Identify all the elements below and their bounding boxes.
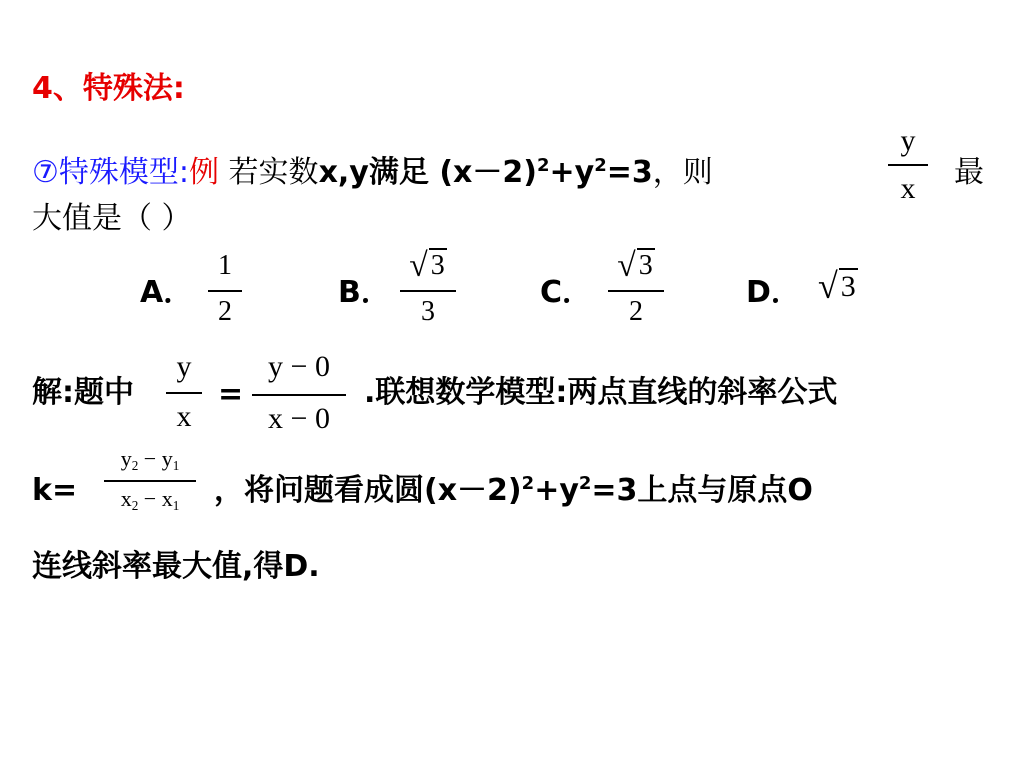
solution-line-3: 连线斜率最大值,得D.: [32, 549, 320, 584]
fraction-y-over-x: [888, 124, 928, 210]
circle-number: ⑦: [32, 155, 59, 190]
option-b-radicand: 3: [430, 250, 445, 281]
exp-2: 2: [594, 155, 607, 176]
solution-f1-numerator: y: [176, 350, 192, 383]
problem-eq3: =3: [606, 155, 653, 190]
section-heading: [32, 72, 185, 106]
slope-x2: x: [120, 486, 132, 511]
problem-plus-y: +y: [549, 155, 595, 190]
fraction-denominator: x: [900, 172, 916, 205]
slope-y2-sub: 2: [131, 458, 139, 473]
heading-text: 特殊法:: [82, 71, 185, 106]
slope-bar: [104, 480, 196, 482]
solution-f2-bar: [252, 394, 346, 396]
slope-y1-sub: 1: [172, 458, 180, 473]
solution-line-2: [214, 474, 813, 508]
option-c-fraction: [608, 248, 664, 334]
fraction-numerator: y: [900, 124, 916, 157]
slope-y2: y: [120, 446, 132, 471]
problem-cond: 满足 (x－2): [368, 155, 537, 190]
option-a-label: A．: [140, 275, 194, 310]
fraction-bar: [888, 164, 928, 166]
solution-f2-numerator: y − 0: [268, 350, 330, 383]
option-a-denominator: 2: [218, 296, 232, 327]
option-c-radicand: 3: [638, 250, 653, 281]
option-b-numerator: √ 3: [409, 247, 445, 284]
option-b-bar: [400, 290, 456, 292]
exp-1: 2: [536, 155, 550, 176]
heading-sep: 、: [52, 71, 83, 106]
problem-vars: x,y: [318, 155, 369, 190]
solution-f1-denominator: x: [176, 400, 192, 433]
slope-denominator: [104, 486, 196, 514]
problem-tail: 最: [954, 155, 984, 190]
problem-lead: 若实数: [219, 155, 319, 190]
slope-x1-sub: 1: [172, 498, 180, 513]
slope-numerator: [104, 446, 196, 474]
solution-exp-2: 2: [578, 473, 592, 494]
solution-prefix: 解:题中: [32, 375, 134, 410]
option-a-numerator: 1: [218, 250, 232, 281]
example-label: 例: [189, 155, 220, 190]
problem-line-1: [32, 156, 713, 190]
option-a-fraction: [208, 250, 242, 334]
solution-line-2-c: =3上点与原点O: [591, 473, 813, 508]
option-a-bar: [208, 290, 242, 292]
option-d-label: D．: [746, 275, 801, 310]
slope-x2-sub: 2: [131, 498, 139, 513]
option-c-label: C．: [540, 275, 593, 310]
solution-f2-denominator: x − 0: [268, 402, 330, 435]
slope-y1: y: [161, 446, 173, 471]
problem-line-2: 大值是（ ）: [32, 201, 192, 236]
slope-x1: x: [161, 486, 173, 511]
option-c-denominator: 2: [629, 296, 643, 327]
model-label: 特殊模型:: [58, 155, 190, 190]
slope-fraction: [104, 446, 196, 520]
option-c-bar: [608, 290, 664, 292]
solution-rest: .联想数学模型:两点直线的斜率公式: [364, 375, 838, 410]
solution-equals: =: [218, 377, 244, 412]
solution-exp-1: 2: [521, 473, 535, 494]
option-b-fraction: [400, 248, 456, 334]
option-d-value: √ 3: [818, 266, 856, 306]
problem-then: ，则: [652, 155, 713, 190]
slope-minus-top: −: [138, 446, 162, 471]
slope-minus-bottom: −: [138, 486, 162, 511]
solution-line-2-a: ，将问题看成圆(x－2): [214, 473, 522, 508]
k-label: k=: [32, 473, 78, 508]
option-c-numerator: √ 3: [617, 247, 653, 284]
heading-number: 4: [32, 71, 53, 106]
option-d-radicand: 3: [840, 270, 856, 303]
solution-line-2-b: +y: [534, 473, 579, 508]
option-b-label: B．: [338, 275, 391, 310]
solution-f1-bar: [166, 392, 202, 394]
solution-fraction-1: [166, 350, 202, 438]
option-b-denominator: 3: [421, 296, 435, 327]
solution-fraction-2: [252, 350, 346, 442]
